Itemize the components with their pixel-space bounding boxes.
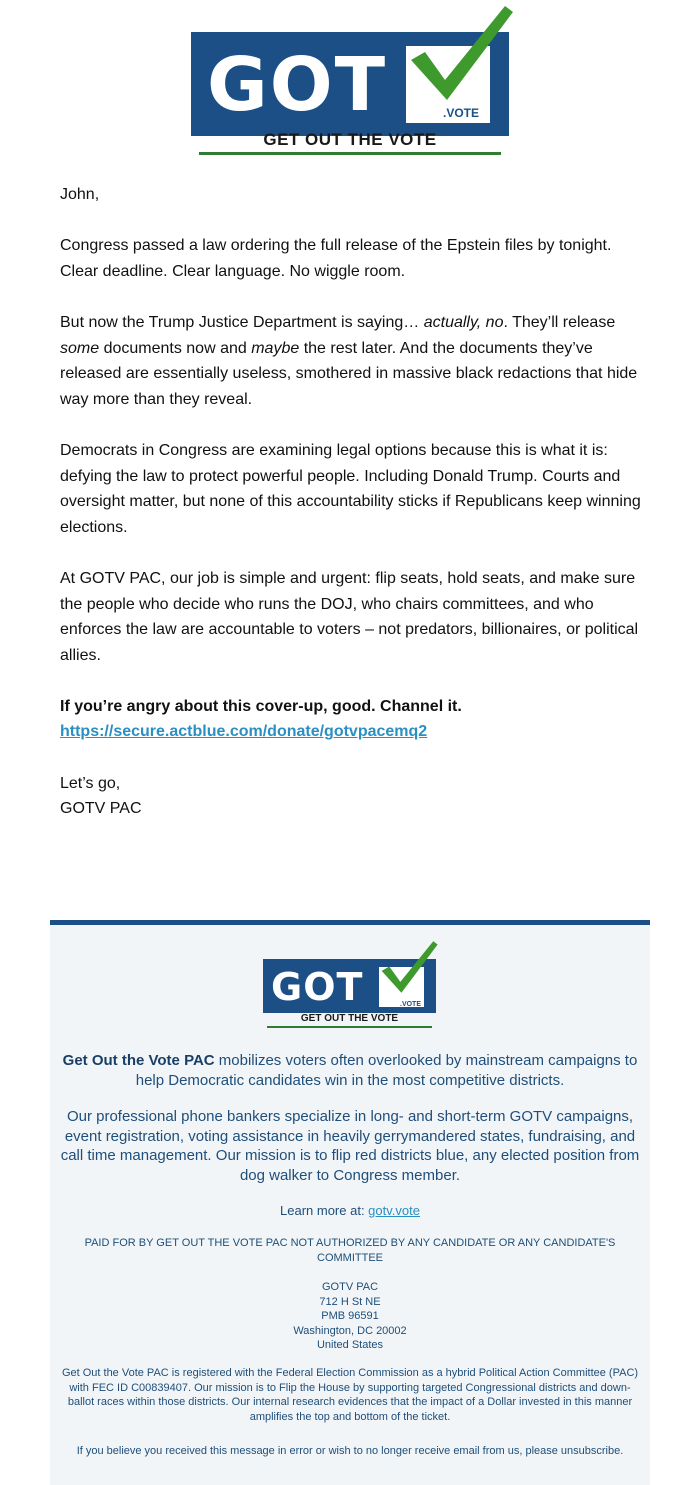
greeting: John, [60, 186, 100, 203]
paragraph-3: Democrats in Congress are examining legal options because this is what it is: defying the law to protect powerful people. Including Donald Trump. Courts and oversight matter, but none of this accountability sticks if Republicans keep winning elections. [60, 441, 641, 536]
signoff: Let’s go, [60, 774, 121, 792]
gotv-site-link[interactable]: gotv.vote [368, 1203, 420, 1218]
donate-link[interactable]: https://secure.actblue.com/donate/gotvpacemq2 [60, 723, 428, 741]
paragraph-2: But now the Trump Justice Department is saying… actually, no. They’ll release some documents now and maybe the rest later. And the documents they’ve released are essentially useless, smothered in massive black redactions that hide way more than they reveal. [60, 313, 638, 408]
unsubscribe-notice[interactable]: If you believe you received this message in error or wish to no longer receive email from us, please unsubscribe. [76, 1445, 624, 1457]
cta-text: If you’re angry about this cover-up, good. Channel it. [60, 697, 462, 715]
signature: GOTV PAC [60, 800, 142, 818]
paid-for-disclaimer: PAID FOR BY GET OUT THE VOTE PAC NOT AUTHORIZED BY ANY CANDIDATE OR ANY CANDIDATE'S COMMITTEE [84, 1237, 616, 1264]
signoff-block [60, 771, 650, 822]
check-mark-icon [377, 939, 439, 995]
fec-disclaimer: Get Out the Vote PAC is registered with the Federal Election Commission as a hybrid Political Action Committee (PAC) with FEC ID C00839407. Our mission is to Flip the House by supporting targeted Congressional districts and down-ballot races within those districts. Our internal research evidences that the impact of a Dollar invested in this manner amplifies the top and bottom of the ticket. [61, 1367, 639, 1423]
footer-about: Get Out the Vote PAC mobilizes voters often overlooked by mainstream campaigns to help Democratic candidates win in the most competitive districts. [62, 1052, 638, 1089]
footer-logo-text: GOT [271, 965, 364, 1009]
email-body [60, 182, 650, 847]
footer-logo-underline [267, 1026, 432, 1028]
header-logo[interactable] [191, 10, 516, 155]
footer [50, 920, 650, 1485]
paragraph-4: At GOTV PAC, our job is simple and urgent: flip seats, hold seats, and make sure the people who decide who runs the DOJ, who chairs committees, and who enforces the law are accountable to voters – not predators, billionaires, or political allies. [60, 569, 639, 664]
footer-services: Our professional phone bankers specialize in long- and short-term GOTV campaigns, event registration, voting assistance in heavily gerrymandered states, fundraising, and call time management. Our mission is to flip red districts blue, any elected position from dog walker to Congress member. [60, 1108, 640, 1184]
footer-learn-more: Learn more at: gotv.vote [280, 1203, 420, 1218]
paragraph-1: Congress passed a law ordering the full release of the Epstein files by tonight. Clear deadline. Clear language. No wiggle room. [60, 237, 612, 280]
logo-text: GOT [207, 42, 388, 128]
call-to-action [60, 694, 650, 745]
logo-underline [199, 152, 501, 155]
postal-address: GOTV PAC 712 H St NE PMB 96591 Washington, DC 20002 United States [293, 1281, 407, 1352]
logo-vote: .VOTE [443, 106, 480, 120]
footer-logo-vote: .VOTE [400, 1001, 422, 1008]
logo-tagline: GET OUT THE VOTE [263, 130, 437, 149]
footer-logo[interactable] [263, 945, 443, 1030]
check-mark-icon [403, 2, 515, 104]
footer-logo-tagline: GET OUT THE VOTE [300, 1013, 399, 1024]
